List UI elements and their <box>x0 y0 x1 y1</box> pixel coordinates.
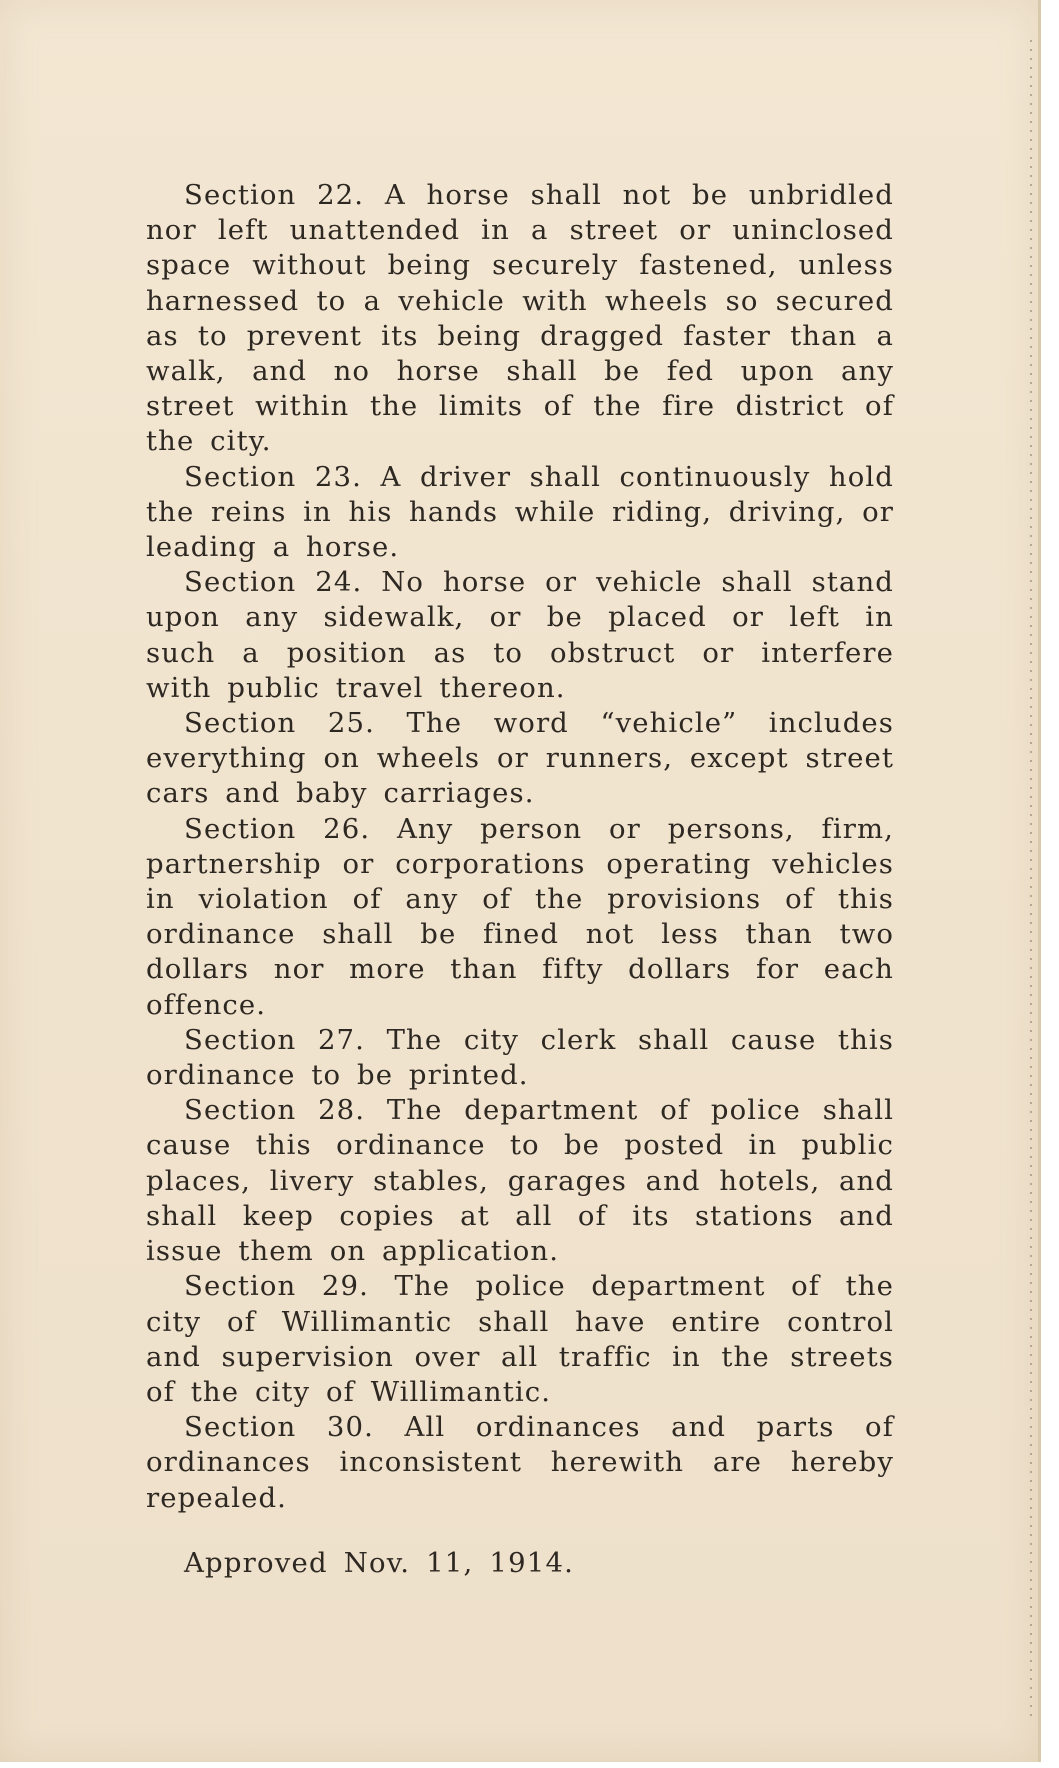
section-28: Section 28. The department of police shall cause this ordinance to be posted in public places, livery stables, garages and hotels, and shall keep copies at all of its stations and issue them on application. <box>146 1094 894 1268</box>
section-26: Section 26. Any person or persons, firm, partnership or corporations operating vehicles in violation of any of the provisions of this ordinance shall be fined not less than two dollars nor more than fifty dollars for each offence. <box>146 812 894 1021</box>
approval-date: Approved Nov. 11, 1914. <box>184 1547 575 1579</box>
section-23: Section 23. A driver shall continuously hold the reins in his hands while riding, driving, or leading a horse. <box>146 460 894 564</box>
section-25: Section 25. The word “vehicle” includes everything on wheels or runners, except street cars and baby carriages. <box>146 707 894 810</box>
section-29: Section 29. The police department of the city of Willimantic shall have entire control and supervision over all traffic in the streets of the city of Willimantic. <box>146 1270 894 1408</box>
section-24: Section 24. No horse or vehicle shall stand upon any sidewalk, or be placed or left in such a position as to obstruct or interfere with public travel thereon. <box>146 566 894 704</box>
section-27: Section 27. The city clerk shall cause this ordinance to be printed. <box>146 1023 894 1092</box>
ordinance-text <box>146 178 894 1516</box>
section-22: Section 22. A horse shall not be unbridled nor left unattended in a street or uninclosed space without being securely fastened, unless harnessed to a vehicle with wheels so secured as to prevent its being dragged faster than a walk, and no horse shall be fed upon any street within the limits of the fire district of the city. <box>146 179 894 458</box>
section-30: Section 30. All ordinances and parts of ordinances inconsistent herewith are hereby repealed. <box>146 1411 894 1514</box>
perforated-edge <box>1030 40 1032 1720</box>
